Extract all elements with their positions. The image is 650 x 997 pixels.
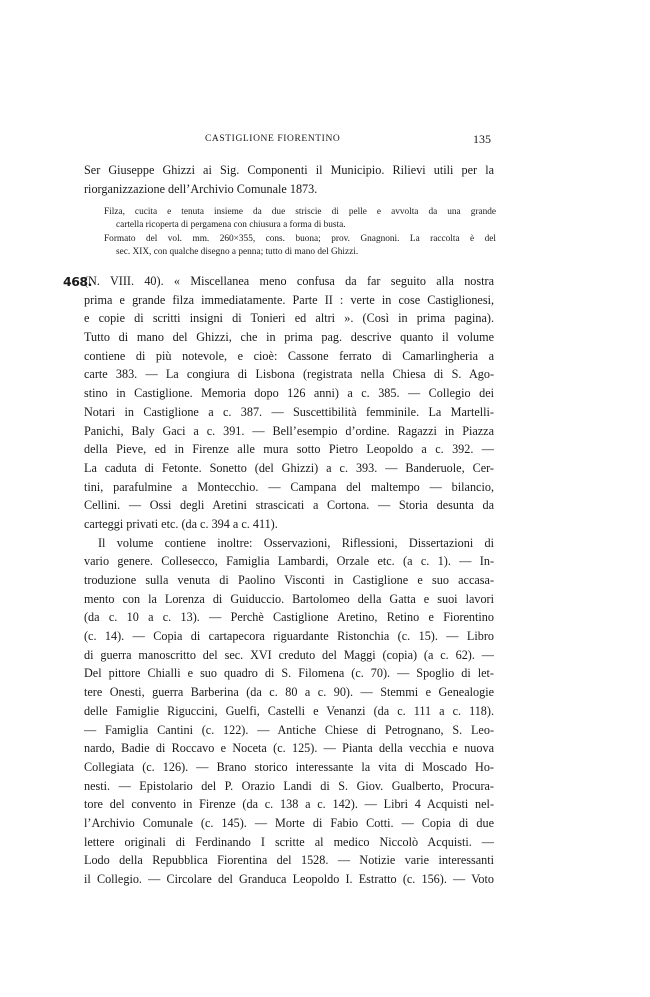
text-line: il Collegio. — Circolare del Granduca Leopoldo I. Estratto (c. 156). — Voto: [84, 872, 494, 886]
page-number: 135: [473, 132, 491, 146]
text-line: Ser Giuseppe Ghizzi ai Sig. Componenti il Municipio. Rilievi utili per la: [84, 163, 494, 177]
text-line: riorganizzazione dell’Archivio Comunale 1873.: [84, 181, 318, 196]
running-title: CASTIGLIONE FIORENTINO: [205, 134, 341, 144]
text-line: Il volume contiene inoltre: Osservazioni, Riflessioni, Dissertazioni di: [98, 535, 494, 550]
text-line: mento con la Lorenza di Guiduccio. Bartolomeo della Gatta e suoi lavori: [84, 591, 494, 606]
text-line: lettere originali di Ferdinando I scritte al medico Niccolò Acquisti. —: [84, 834, 494, 849]
text-line: — Famiglia Cantini (c. 122). — Antiche Chiese di Petrognano, S. Leo-: [84, 722, 494, 737]
text-line: l’Archivio Comunale (c. 145). — Morte di Fabio Cotti. — Copia di due: [84, 815, 494, 830]
text-line: vario genere. Collesecco, Famiglia Lambardi, Orzale etc. (a c. 1). — In-: [84, 554, 494, 569]
text-line: della Pieve, ed in Firenze alle mura sotto Pietro Leopoldo a c. 392. —: [84, 442, 494, 457]
text-line: Del pittore Chialli e suo quadro di S. Filomena (c. 70). — Spoglio di let-: [84, 666, 494, 681]
text-line: nesti. — Epistolario del P. Orazio Landi di S. Giov. Gualberto, Procura-: [84, 778, 494, 793]
note-line: cartella ricoperta di pergamena con chiusura a forma di busta.: [116, 220, 346, 231]
text-line: Cellini. — Ossi degli Aretini strascicati a Cortona. — Storia desunta da: [84, 498, 494, 513]
note-line: Filza, cucita e tenuta insieme da due striscie di pelle e avvolta da una grande: [104, 207, 496, 217]
page-header: [0, 134, 650, 150]
text-line: delle Famiglie Riguccini, Guelfi, Castelli e Venanzi (da c. 111 a c. 118).: [84, 703, 494, 718]
text-line: prima e grande filza immediatamente. Parte II : verte in cose Castiglionesi,: [84, 292, 494, 307]
text-line: (N. VIII. 40). « Miscellanea meno confusa da far seguito alla nostra: [84, 274, 494, 288]
text-line: nardo, Badie di Roccavo e Noceta (c. 125). — Pianta della vecchia e nuova: [84, 741, 494, 756]
text-line: Lodo della Repubblica Fiorentina del 1528. — Notizie varie interessanti: [84, 853, 494, 868]
text-line: Panichi, Baly Gaci a c. 391. — Bell’esempio d’ordine. Ragazzi in Piazza: [84, 423, 494, 438]
text-line: contiene di più notevole, e cioè: Cassone ferrato di Camarlingheria a: [84, 348, 494, 363]
entry-paragraph: [84, 272, 494, 889]
text-line: di guerra manoscritto del sec. XVI creduto del Maggi (copia) (a c. 62). —: [84, 647, 494, 662]
text-line: Notari in Castiglione a c. 387. — Suscettibilità femminile. La Martelli-: [84, 404, 494, 419]
text-line: (c. 14). — Copia di cartapecora riguardante Ristonchia (c. 15). — Libro: [84, 629, 494, 644]
text-line: carteggi privati etc. (da c. 394 a c. 411).: [84, 516, 278, 531]
note-line: Formato del vol. mm. 260×355, cons. buona; prov. Gnagnoni. La raccolta è del: [104, 233, 496, 244]
text-line: Tutto di mano del Ghizzi, che in prima pag. descrive quanto il volume: [84, 330, 494, 345]
text-line: stino in Castiglione. Memoria dopo 126 anni) a c. 385. — Collegio dei: [84, 386, 494, 401]
note-line: sec. XIX, con qualche disegno a penna; tutto di mano del Ghizzi.: [116, 247, 359, 258]
text-line: tore del convento in Firenze (da c. 138 a c. 142). — Libri 4 Acquisti nel-: [84, 797, 494, 812]
text-line: troduzione sulla venuta di Paolino Visconti in Castiglione e suo accasa-: [84, 573, 494, 587]
intro-paragraph: [84, 161, 494, 198]
text-line: carte 383. — La congiura di Lisbona (registrata nella Chiesa di S. Ago-: [84, 367, 494, 382]
text-line: tere Onesti, guerra Barberina (da c. 80 a c. 90). — Stemmi e Genealogie: [84, 685, 494, 700]
text-line: (da c. 10 a c. 13). — Perchè Castiglione Aretino, Retino e Fiorentino: [84, 610, 494, 625]
text-line: La caduta di Fetonte. Sonetto (del Ghizzi) a c. 393. — Banderuole, Cer-: [84, 460, 494, 475]
text-line: e copie di scritti insigni di Tonieri ed altri ». (Così in prima pagina).: [84, 311, 494, 326]
description-note: [104, 206, 496, 260]
text-line: tini, parafulmine a Montecchio. — Campana del maltempo — bilancio,: [84, 479, 494, 494]
text-line: Collegiata (c. 126). — Brano storico interessante la vita di Moscado Ho-: [84, 759, 494, 774]
entry-number: 468.: [63, 274, 92, 289]
